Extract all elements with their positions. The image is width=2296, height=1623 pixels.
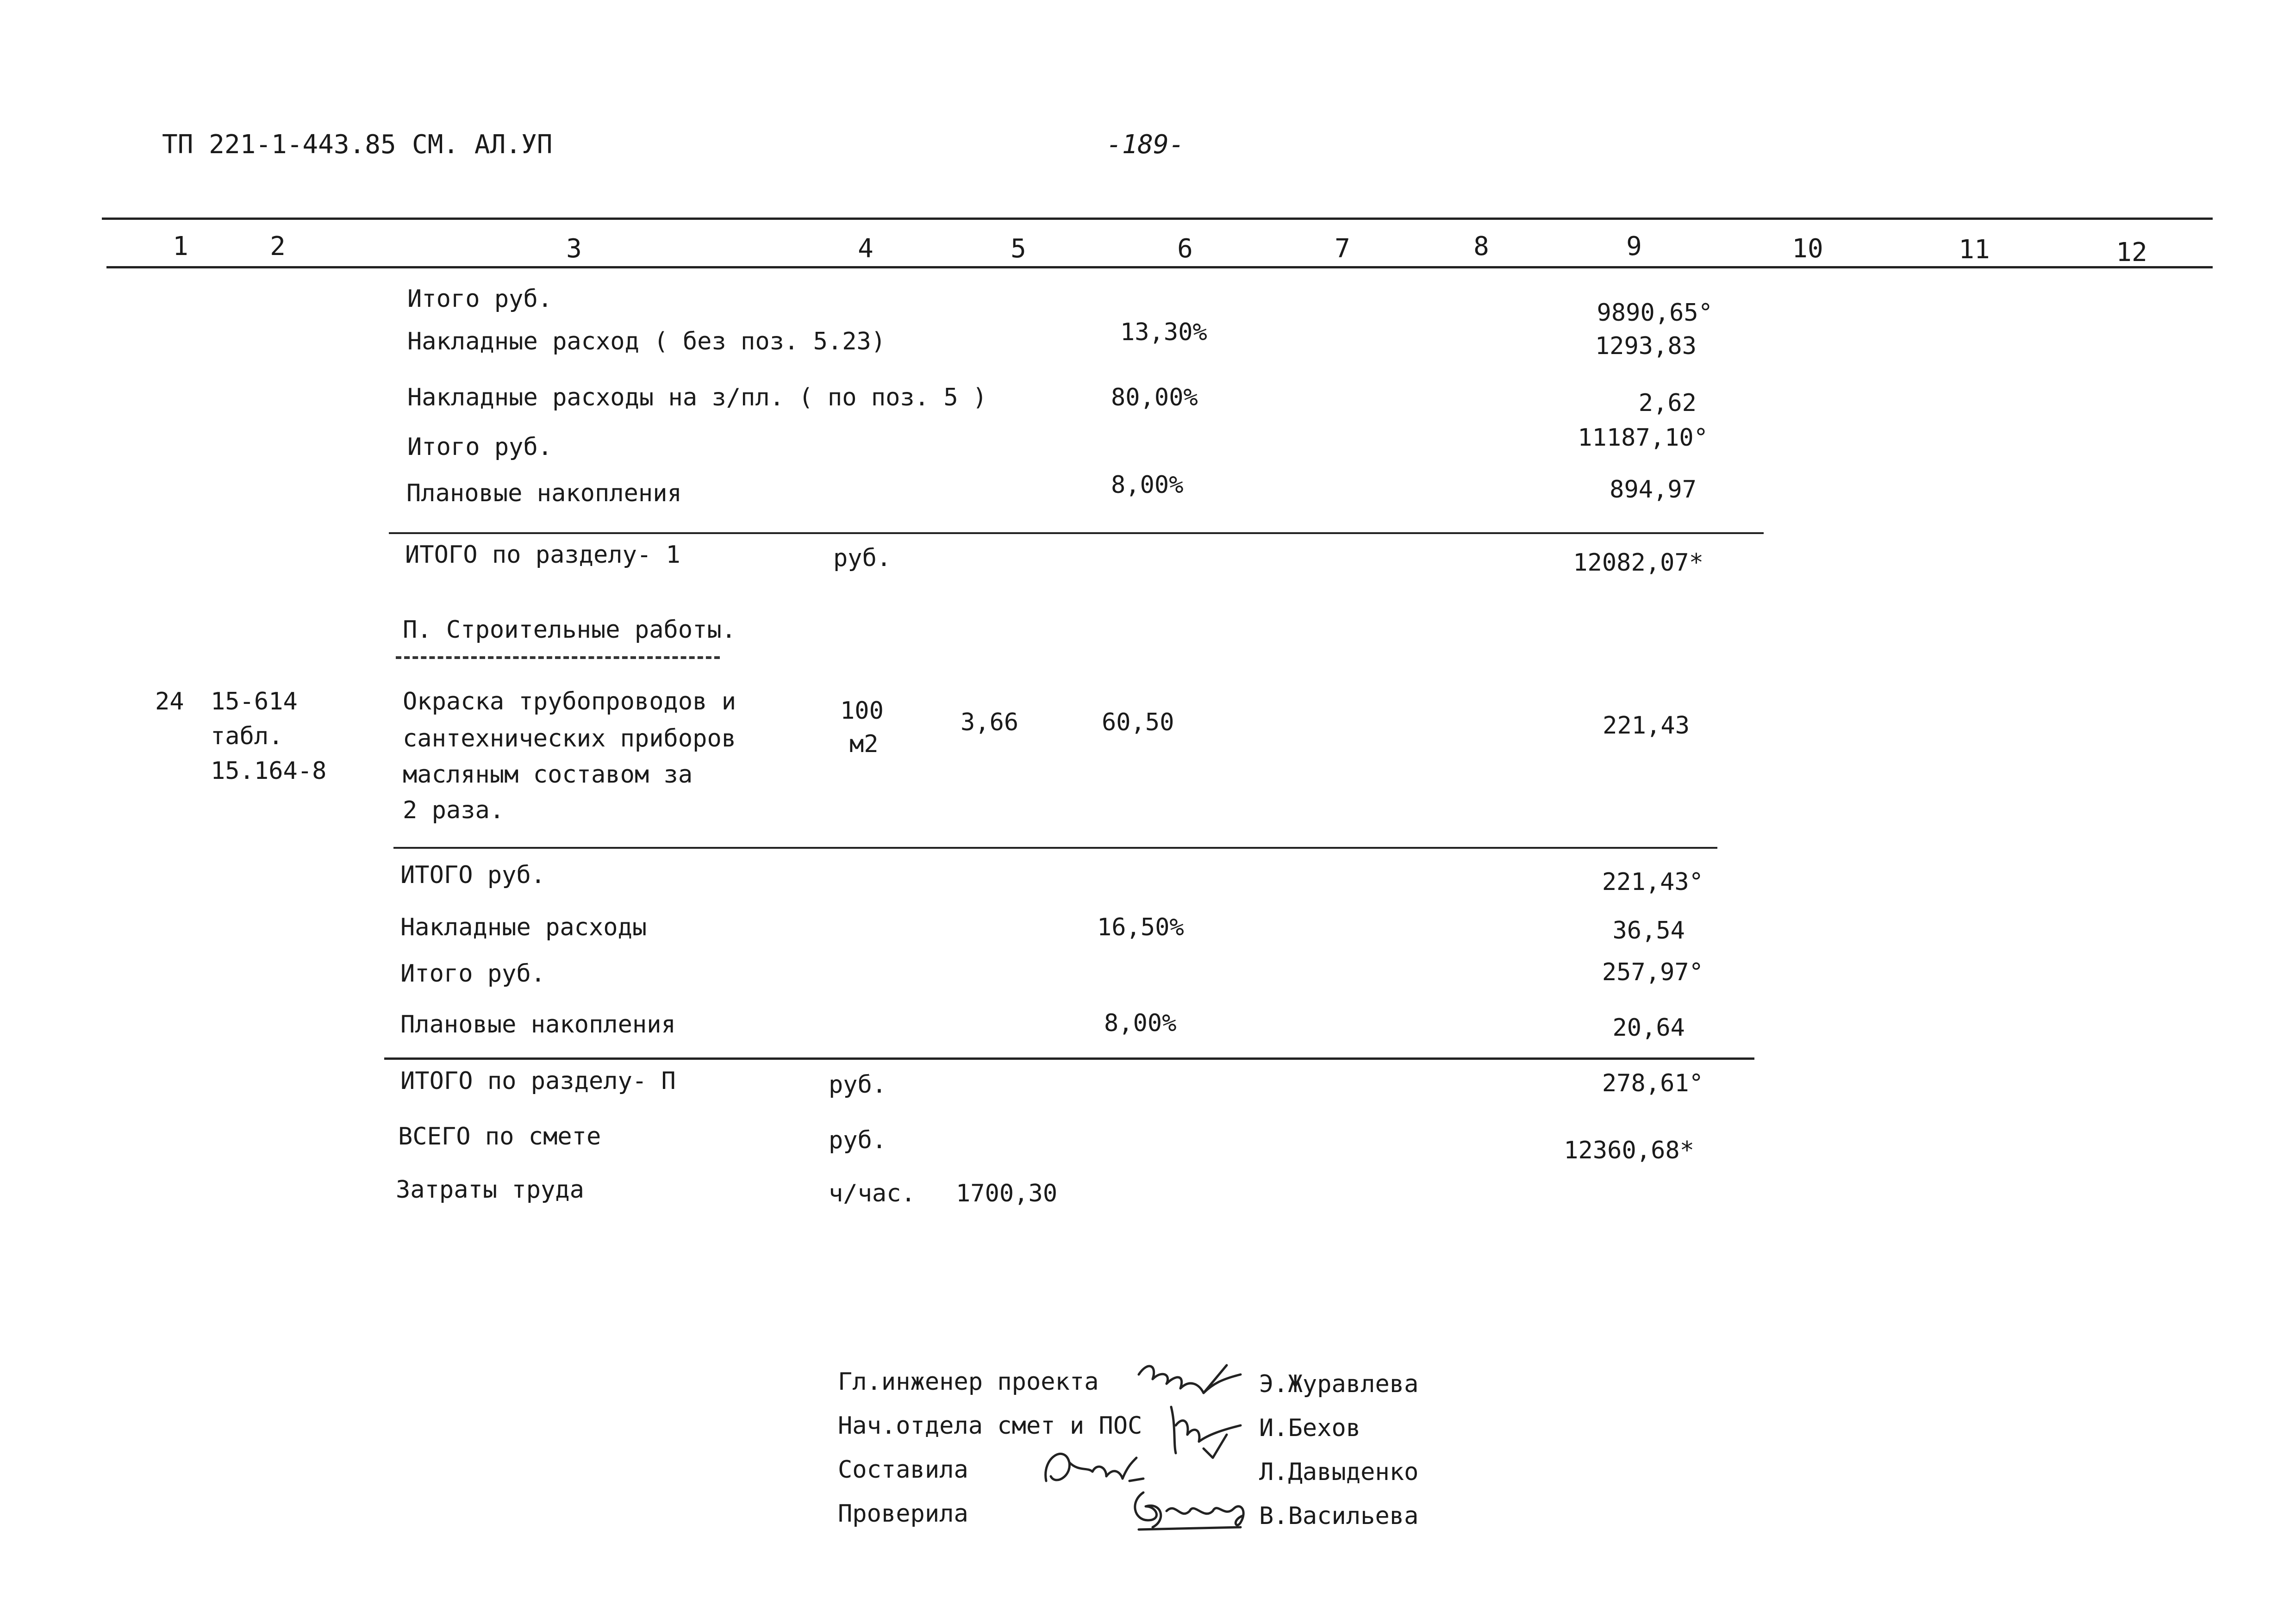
column-header: 4 <box>858 234 873 264</box>
signature-role: Нач.отдела смет и ПОС <box>838 1412 1142 1440</box>
column-header: 6 <box>1177 234 1193 264</box>
signature-name: И.Бехов <box>1259 1414 1361 1442</box>
summary-label: Накладные расходы <box>400 914 647 941</box>
summary-label: Накладные расходы на з/пл. ( по поз. 5 ) <box>407 384 987 411</box>
handwritten-signature <box>1125 1483 1259 1534</box>
doc-reference: СМ. АЛ.УП <box>412 130 553 160</box>
summary-value: 257,97° <box>1602 958 1703 986</box>
signature-role: Проверила <box>838 1500 968 1528</box>
doc-code: ТП 221-1-443.85 <box>162 130 396 160</box>
summary-value: 894,97 <box>1610 476 1697 504</box>
grand-total-value: 12360,68* <box>1564 1137 1694 1164</box>
item-description: масляным составом за <box>403 761 693 789</box>
summary-rate: 8,00% <box>1104 1009 1177 1037</box>
grand-total-unit: руб. <box>829 1126 887 1154</box>
column-header: 11 <box>1959 235 1990 265</box>
signature-name: Э.Журавлева <box>1259 1370 1419 1398</box>
item-description: сантехнических приборов <box>403 725 736 752</box>
summary-label: Итого руб. <box>407 433 553 461</box>
summary-value: 2,62 <box>1638 389 1697 417</box>
item-code: табл. <box>211 722 283 750</box>
grand-total-label: ВСЕГО по смете <box>398 1123 601 1150</box>
section2-title: П. Строительные работы. <box>403 616 736 644</box>
summary-rate: 8,00% <box>1111 471 1184 499</box>
summary-value: 20,64 <box>1612 1014 1685 1042</box>
column-header: 2 <box>270 231 286 261</box>
summary-rate: 80,00% <box>1111 384 1198 411</box>
column-header: 7 <box>1335 234 1350 264</box>
item-description: Окраска трубопроводов и <box>403 688 736 715</box>
item-description: 2 раза. <box>403 796 505 824</box>
signature-name: В.Васильева <box>1259 1502 1419 1530</box>
section1-total-rule <box>389 532 1764 534</box>
signature-role: Составила <box>838 1456 968 1484</box>
section-total-unit: руб. <box>829 1071 887 1099</box>
item-number: 24 <box>155 688 184 715</box>
summary-value: 9890,65° <box>1597 299 1713 327</box>
section-total-value: 278,61° <box>1602 1070 1703 1097</box>
summary-label: Итого руб. <box>407 285 553 313</box>
column-header: 8 <box>1473 231 1489 261</box>
column-header: 12 <box>2116 237 2147 267</box>
item-sum: 221,43 <box>1603 712 1690 740</box>
page-number: -189- <box>1106 130 1185 160</box>
column-header: 1 <box>173 231 188 261</box>
section2-total-rule <box>384 1057 1754 1060</box>
item-quantity: 3,66 <box>961 709 1019 736</box>
item-code: 15.164-8 <box>211 757 327 785</box>
item-unit: м2 <box>849 730 879 758</box>
column-header: 10 <box>1792 234 1823 264</box>
column-header: 9 <box>1626 231 1642 261</box>
section-total-label: ИТОГО по разделу- 1 <box>405 541 680 569</box>
labor-unit: ч/час. <box>829 1180 916 1207</box>
signature-role: Гл.инженер проекта <box>838 1368 1099 1396</box>
column-header: 5 <box>1011 234 1026 264</box>
table-top-rule <box>102 218 2213 220</box>
item-code: 15-614 <box>211 688 298 715</box>
summary-value: 221,43° <box>1602 868 1703 896</box>
summary-label: Плановые накопления <box>406 479 682 507</box>
signature-name: Л.Давыденко <box>1259 1458 1419 1486</box>
item-unit: 100 <box>840 697 884 725</box>
section-total-label: ИТОГО по разделу- П <box>400 1067 676 1095</box>
column-header: 3 <box>566 234 582 264</box>
table-header-rule <box>106 266 2213 268</box>
summary-rate: 16,50% <box>1097 914 1184 941</box>
summary-value: 36,54 <box>1612 917 1685 945</box>
summary-label: ИТОГО руб. <box>400 861 546 889</box>
section-total-value: 12082,07* <box>1573 549 1703 577</box>
handwritten-signature <box>1162 1398 1268 1462</box>
summary-label: Плановые накопления <box>400 1011 676 1038</box>
summary-value: 1293,83 <box>1595 332 1697 360</box>
section-total-unit: руб. <box>833 544 892 572</box>
section2-title-underline <box>396 656 720 659</box>
item-price: 60,50 <box>1102 709 1174 736</box>
summary-label: Накладные расход ( без поз. 5.23) <box>407 328 886 355</box>
summary-label: Итого руб. <box>400 960 546 988</box>
summary-rate: 13,30% <box>1120 318 1207 346</box>
labor-value: 1700,30 <box>956 1180 1058 1207</box>
labor-label: Затраты труда <box>396 1176 584 1204</box>
summary-value: 11187,10° <box>1578 424 1708 452</box>
item24-rule <box>393 847 1717 849</box>
